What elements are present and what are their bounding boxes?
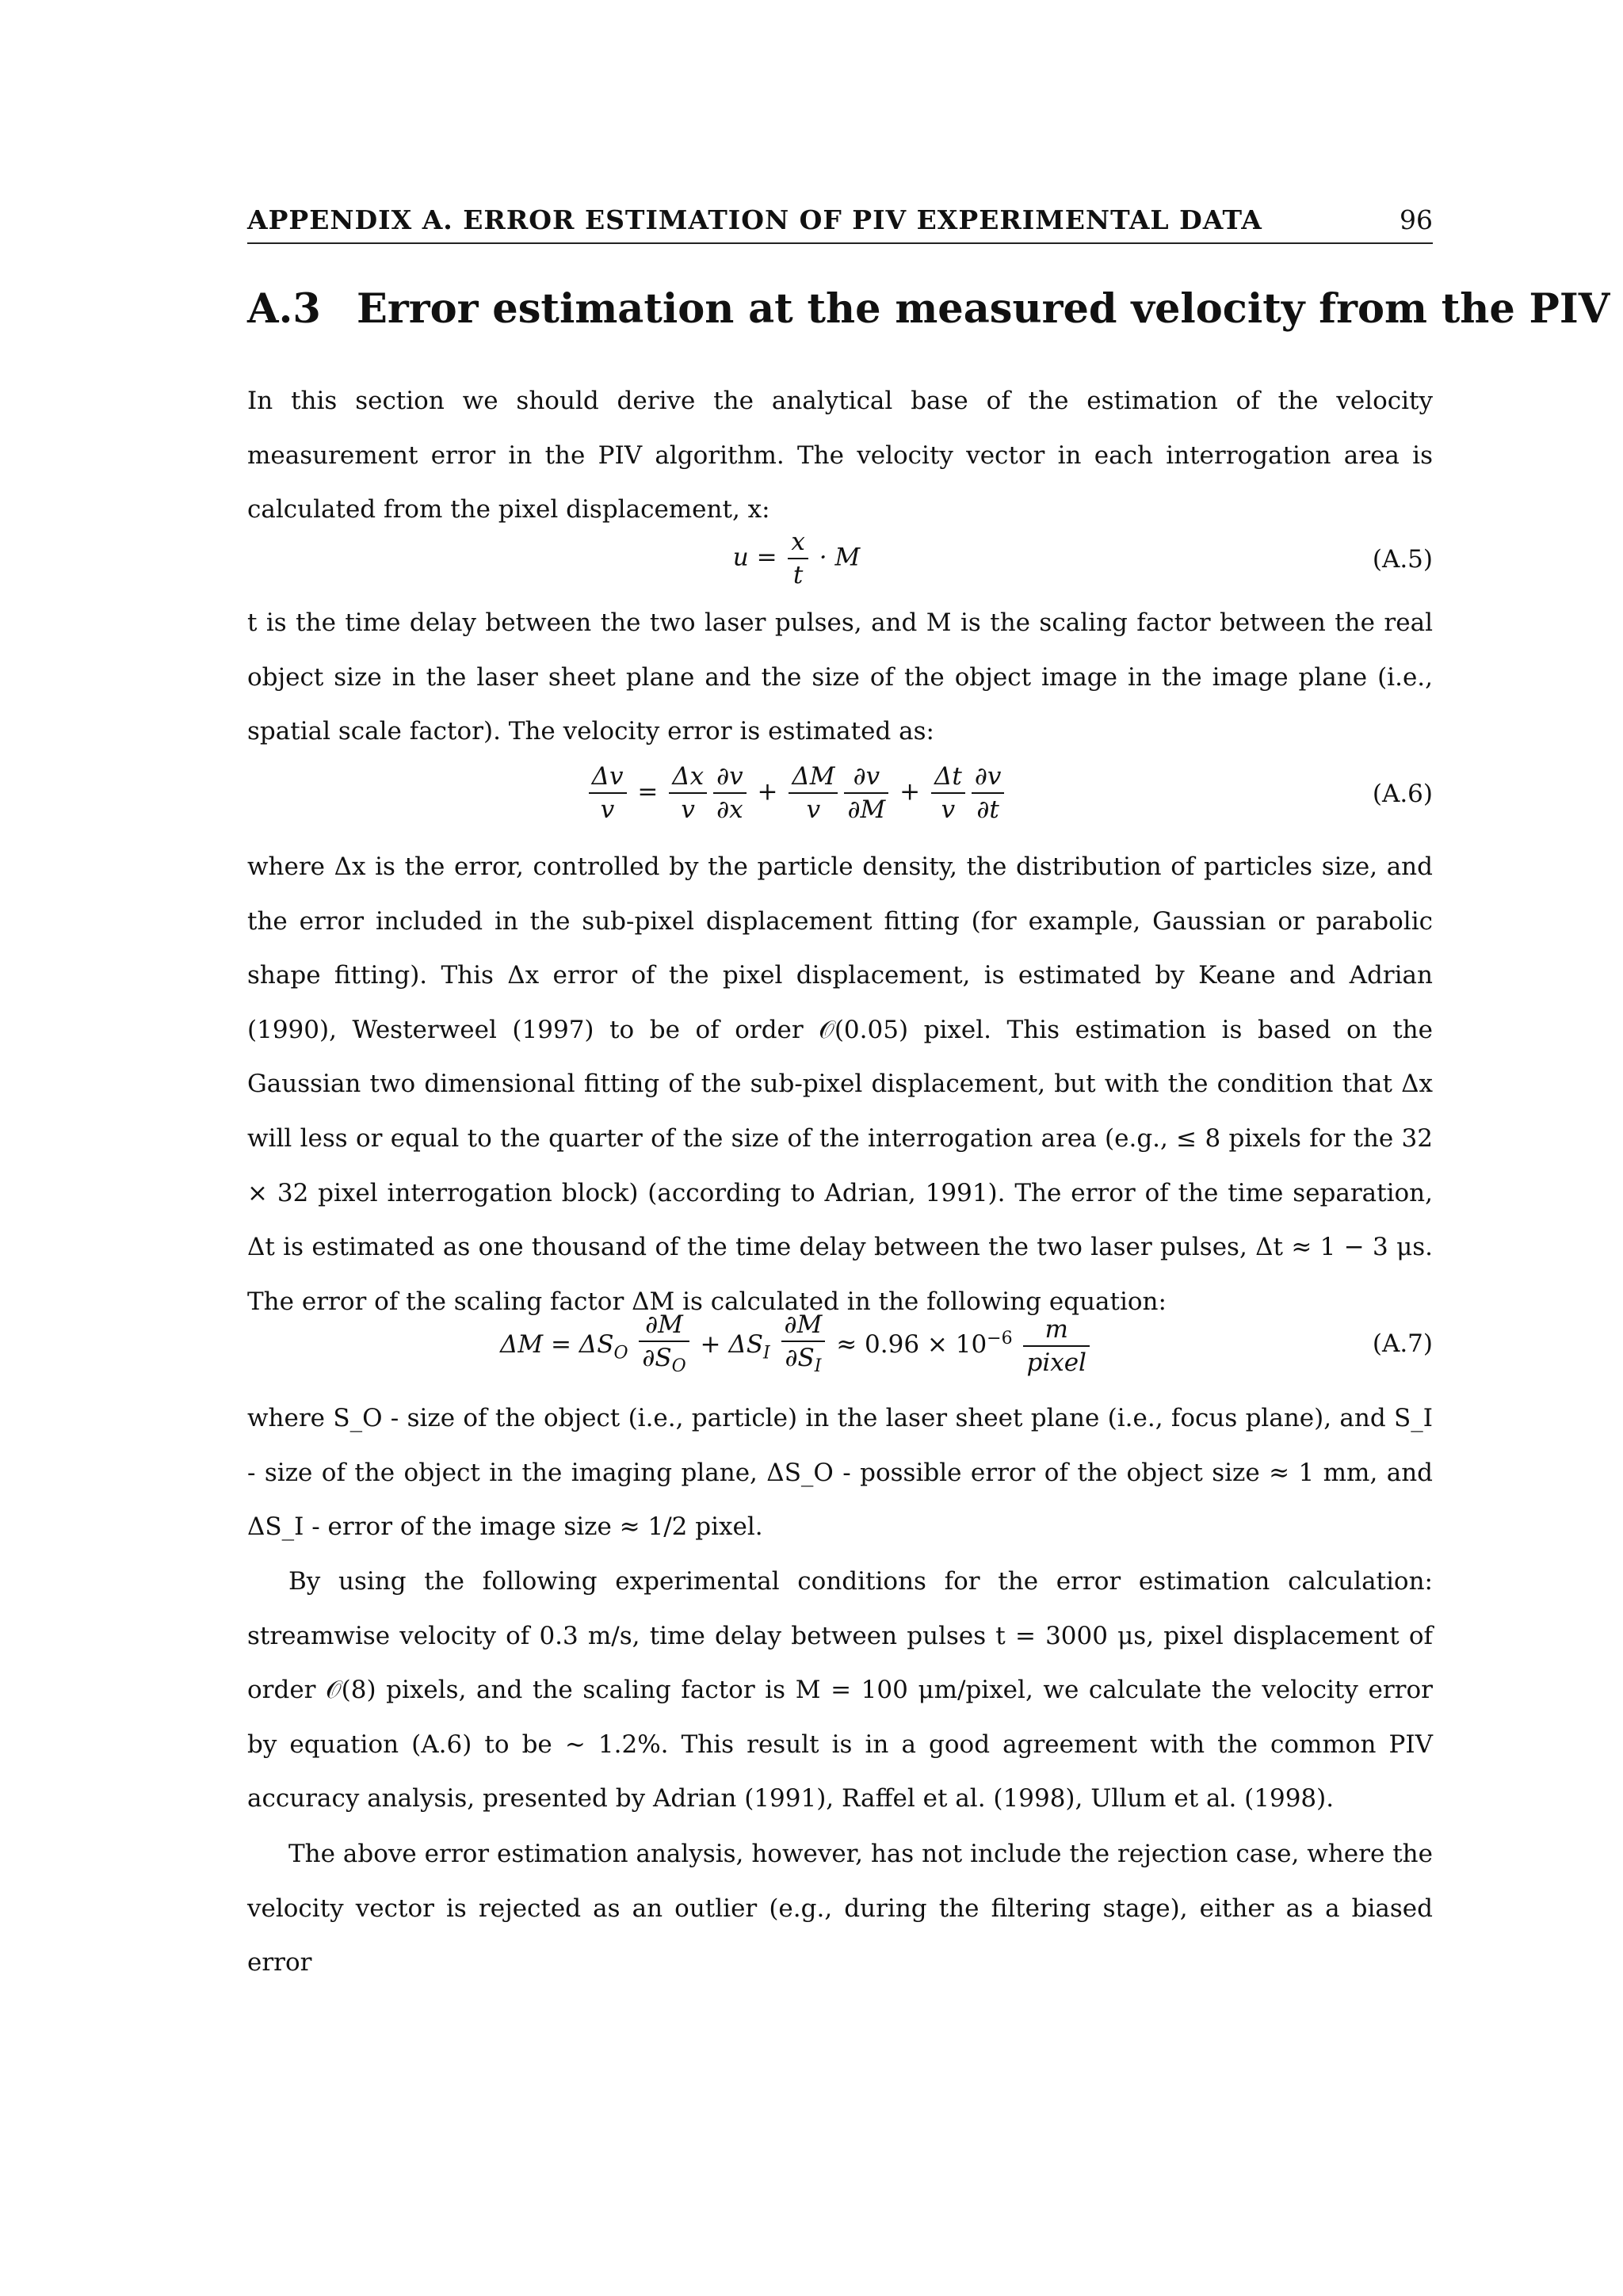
paragraph-conditions bbox=[247, 1554, 1433, 1826]
running-header bbox=[247, 203, 1433, 244]
paragraph-text: where Δx is the error, controlled by the particle density, the distribution of particles size, and the error included in the sub-pixel displacement fitting (for example, Gaussian or parabolic shape fitting). This Δx error of the pixel displacement, is estimated by Keane and Adrian (1990), Westerweel (1997) to be of order 𝒪(0.05) pixel. This estimation is based on the Gaussian two dimensional fitting of the sub-pixel displacement, but with the condition that Δx will less or equal to the quarter of the size of the interrogation area (e.g., ≤ 8 pixels for the 32 × 32 pixel interrogation block) (according to Adrian, 1991). The error of the time separation, Δt is estimated as one thousand of the time delay between the two laser pulses, Δt ≈ 1 − 3 μs. The error of the scaling factor ΔM is calculated in the following equation: bbox=[247, 852, 1433, 1316]
section-title: Error estimation at the measured velocity from the PIV bbox=[357, 285, 1610, 333]
section-number: A.3 bbox=[247, 285, 321, 333]
paragraph-rejection bbox=[247, 1827, 1433, 1990]
equation-body: $\Delta M = \Delta S_O$ $\frac{\partial M}{\partial S_O}$ + $\Delta S_I$ $\frac{\partial M}{\partial S_I}$ ≈ $0.96 \times 10^{-6}$ $\frac{m}{\text{pixel}}$ bbox=[247, 1309, 1346, 1383]
running-title: APPENDIX A. ERROR ESTIMATION OF PIV EXPERIMENTAL DATA bbox=[247, 204, 1262, 235]
section-heading bbox=[247, 285, 1610, 333]
document-page bbox=[247, 0, 1610, 2296]
paragraph-text: The above error estimation analysis, however, has not include the rejection case, where the velocity vector is rejected as an outlier (e.g., during the filtering stage), either as a biased error bbox=[247, 1840, 1433, 1978]
equation-a6 bbox=[247, 761, 1433, 833]
equation-a7 bbox=[247, 1309, 1433, 1385]
paragraph-object-size bbox=[247, 1391, 1433, 1554]
equation-a5 bbox=[247, 526, 1433, 597]
page-number: 96 bbox=[1400, 204, 1433, 235]
equation-number: (A.6) bbox=[1372, 780, 1433, 808]
paragraph-text: where S_O - size of the object (i.e., particle) in the laser sheet plane (i.e., focus plane), and S_I - size of the object in the imaging plane, ΔS_O - possible error of the object size ≈ 1 mm, and ΔS_I - error of the image size ≈ 1/2 pixel. bbox=[247, 1404, 1433, 1542]
equation-body: u = $\frac{x}{t}$ · M bbox=[732, 528, 861, 589]
paragraph-scaling bbox=[247, 596, 1433, 759]
paragraph-text: In this section we should derive the analytical base of the estimation of the velocity measurement error in the PIV algorithm. The velocity vector in each interrogation area is calculated from the pixel displacement, x: bbox=[247, 387, 1433, 524]
equation-body: $\frac{\Delta v}{v}$ = $\frac{\Delta x}{v}$ $\frac{\partial v}{\partial x}$ + $\frac{\Delta M}{v}$ $\frac{\partial v}{\partial M}$ + $\frac{\Delta t}{v}$ $\frac{\partial v}{\partial t}$ bbox=[247, 761, 1346, 826]
paragraph-text: By using the following experimental conditions for the error estimation calculation: streamwise velocity of 0.3 m/s, time delay between pulses t = 3000 μs, pixel displacement of order 𝒪(8) pixels, and the scaling factor is M = 100 μm/pixel, we calculate the velocity error by equation (A.6) to be ∼ 1.2%. This result is in a good agreement with the common PIV accuracy analysis, presented by Adrian (1991), Raffel et al. (1998), Ullum et al. (1998). bbox=[247, 1567, 1433, 1814]
paragraph-error-sources bbox=[247, 840, 1433, 1329]
paragraph-intro bbox=[247, 374, 1433, 537]
paragraph-text: t is the time delay between the two laser pulses, and M is the scaling factor between the real object size in the laser sheet plane and the size of the object image in the image plane (i.e., spatial scale factor). The velocity error is estimated as: bbox=[247, 608, 1433, 746]
equation-number: (A.5) bbox=[1372, 545, 1433, 574]
fraction: $\frac{x}{t}$ bbox=[788, 526, 808, 591]
equation-number: (A.7) bbox=[1372, 1329, 1433, 1358]
